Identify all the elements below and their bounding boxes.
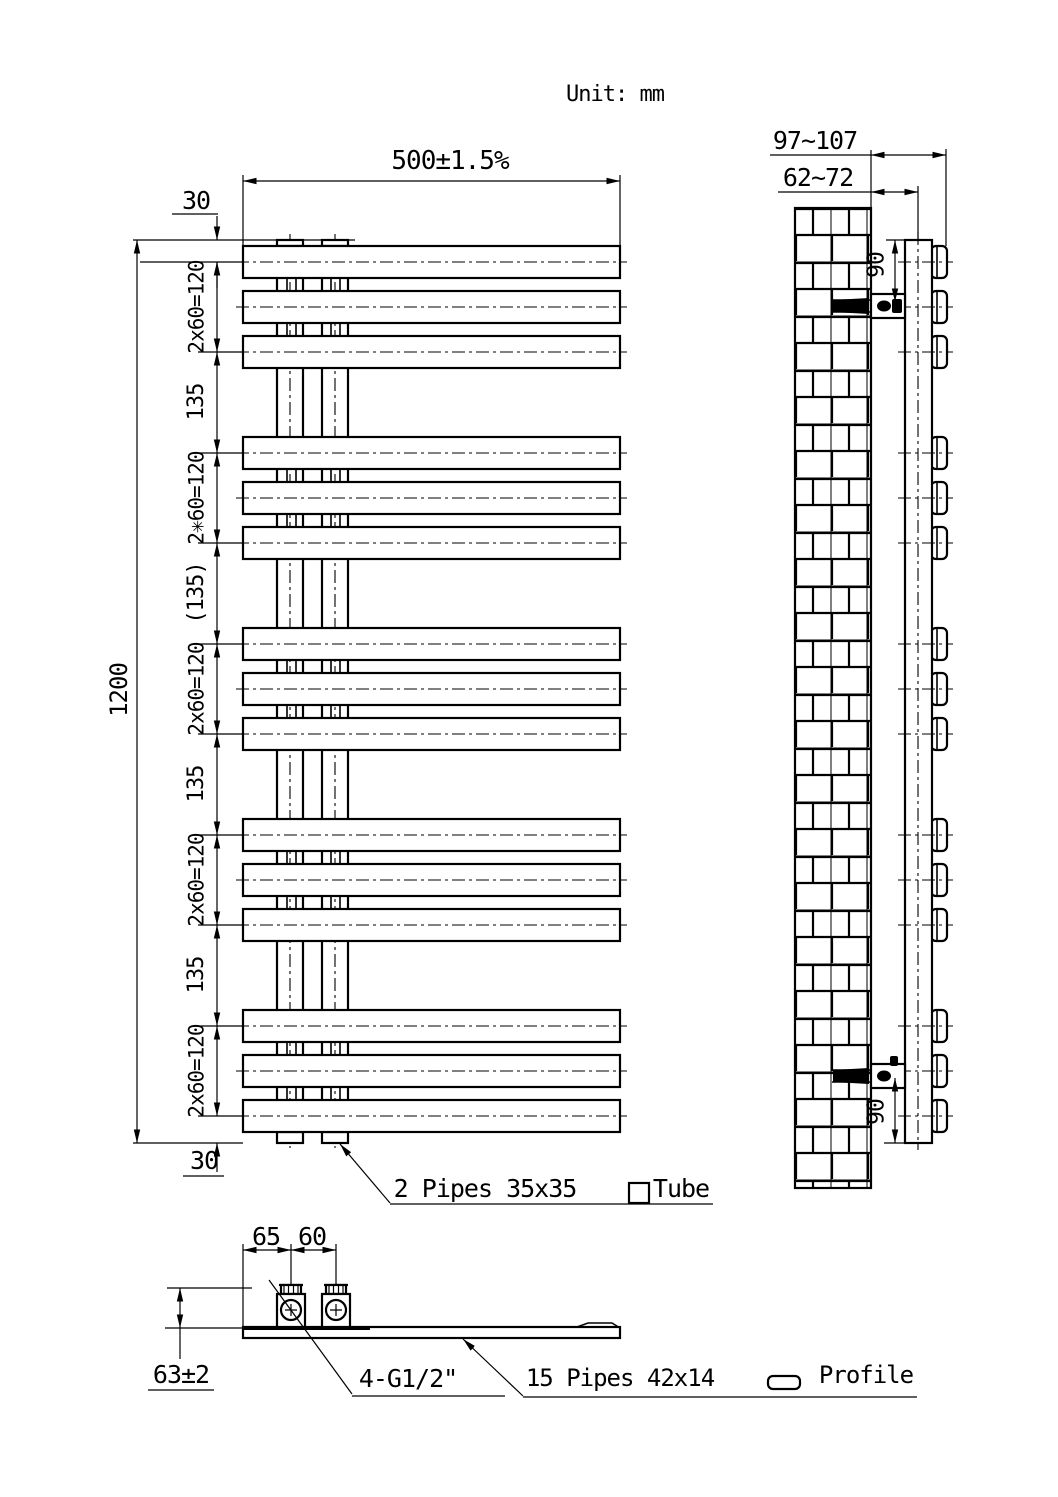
front-spacing-dim-9: 2x60=120 xyxy=(184,1024,209,1118)
valve-right xyxy=(322,1285,350,1327)
front-bottom-offset-dim: 30 xyxy=(189,1146,219,1175)
front-width-dim: 500±1.5% xyxy=(391,146,509,176)
front-spacing-dim-6: 135 xyxy=(184,765,209,803)
side-view xyxy=(795,150,953,1188)
brick-wall xyxy=(795,208,871,1188)
front-view xyxy=(236,234,627,1148)
side-top-bracket-dim: 90 xyxy=(863,252,890,278)
profile-pipes-label: 15 Pipes 42x14 xyxy=(525,1364,715,1392)
profile-legend-label: Profile xyxy=(818,1361,914,1389)
front-spacing-dim-2: 135 xyxy=(184,383,209,421)
tube-pipes-label: 2 Pipes 35x35 xyxy=(393,1174,577,1203)
side-bottom-bracket-dim: 90 xyxy=(863,1099,890,1125)
front-spacing-dim-5: 2x60=120 xyxy=(184,642,209,736)
plan-valve-spacing-dim: 60 xyxy=(297,1222,327,1251)
plan-depth-dim: 63±2 xyxy=(152,1360,210,1389)
plan-left-valve-dim: 65 xyxy=(251,1222,281,1251)
tube-section-icon xyxy=(629,1183,649,1203)
tube-legend-label: Tube xyxy=(652,1174,710,1203)
profile-section-icon xyxy=(768,1376,800,1389)
front-spacing-dim-1: 2x60=120 xyxy=(184,260,209,354)
plan-view xyxy=(243,1285,620,1338)
front-spacing-dim-3: 2✳60=120 xyxy=(184,451,209,545)
towel-bars xyxy=(236,246,627,1132)
front-spacing-dim-4: (135) xyxy=(184,562,209,624)
front-height-dim: 1200 xyxy=(105,663,133,717)
valve-left xyxy=(277,1285,305,1327)
unit-label: Unit: mm xyxy=(566,82,664,107)
front-spacing-dim-7: 2x60=120 xyxy=(184,833,209,927)
front-top-offset-dim: 30 xyxy=(181,186,211,215)
side-bracket-clearance-dim: 62~72 xyxy=(782,163,854,192)
front-spacing-dim-8: 135 xyxy=(184,956,209,994)
plan-thread-label: 4-G1/2" xyxy=(358,1364,458,1393)
side-wall-clearance-dim: 97~107 xyxy=(772,126,858,155)
